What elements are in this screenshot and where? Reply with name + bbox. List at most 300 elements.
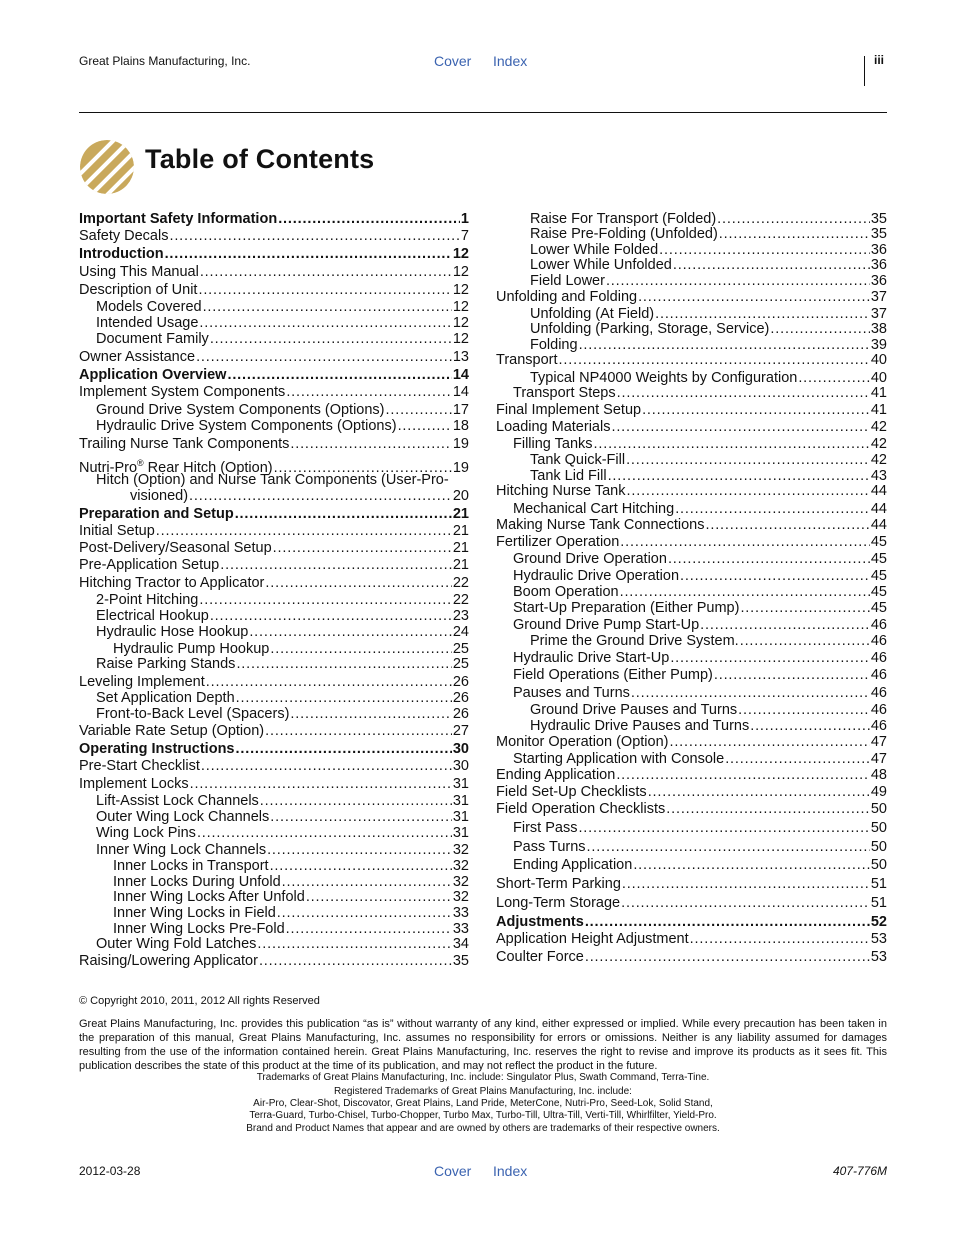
toc-entry-title: Field Lower [530, 273, 605, 289]
toc-entry-page: 12 [452, 282, 469, 298]
toc-entry-title: Monitor Operation (Option) [496, 734, 669, 750]
toc-leader-dots [594, 436, 870, 452]
toc-entry-title: First Pass [513, 820, 578, 836]
index-link-bottom[interactable]: Index [493, 1163, 528, 1179]
toc-entry[interactable] [513, 820, 887, 836]
trademarks-line-3: Air-Pro, Clear-Shot, Discovator, Great Plains, Land Pride, MeterCone, Nutri-Pro, Seed-Lok, Solid Stand, [253, 1098, 713, 1109]
toc-entry[interactable] [79, 211, 469, 227]
toc-entry-page: 42 [870, 419, 887, 435]
toc-entry[interactable] [79, 349, 469, 365]
toc-leader-dots [622, 876, 870, 892]
toc-entry[interactable] [530, 702, 887, 718]
toc-entry[interactable] [513, 436, 887, 452]
toc-leader-dots [398, 418, 452, 434]
toc-entry-title: Pass Turns [513, 839, 586, 855]
toc-entry[interactable] [96, 608, 469, 624]
toc-entry-page: 53 [870, 931, 887, 947]
toc-entry[interactable] [496, 949, 887, 965]
toc-entry-page: 12 [452, 315, 469, 331]
toc-entry-page: 50 [870, 820, 887, 836]
toc-entry-title: Lift-Assist Lock Channels [96, 793, 259, 809]
index-link-top[interactable]: Index [493, 53, 528, 69]
company-name: Great Plains Manufacturing, Inc. [79, 54, 251, 68]
toc-entry-page: 26 [452, 706, 469, 722]
toc-entry[interactable] [496, 801, 887, 817]
toc-leader-dots [666, 801, 870, 817]
toc-leader-dots [277, 905, 452, 921]
toc-leader-dots [210, 608, 452, 624]
toc-entry[interactable] [79, 282, 469, 298]
toc-entry-page: 18 [452, 418, 469, 434]
toc-entry[interactable] [96, 592, 469, 608]
toc-entry-title: Hydraulic Pump Hookup [113, 641, 270, 657]
toc-entry-title: Electrical Hookup [96, 608, 209, 624]
toc-entry-page: 40 [870, 352, 887, 368]
toc-leader-dots [286, 384, 452, 400]
toc-entry-title: Outer Wing Fold Latches [96, 936, 257, 952]
toc-leader-dots [714, 667, 870, 683]
toc-leader-dots [750, 718, 870, 734]
toc-entry-title: Short-Term Parking [496, 876, 621, 892]
toc-entry-title: Initial Setup [79, 523, 155, 539]
toc-leader-dots [585, 949, 870, 965]
toc-entry-title: Raise For Transport (Folded) [530, 211, 717, 227]
toc-entry[interactable] [96, 418, 469, 434]
toc-entry[interactable] [530, 273, 887, 289]
toc-entry-title: Intended Usage [96, 315, 199, 331]
toc-entry-page: 32 [452, 874, 469, 890]
toc-entry-page: 46 [870, 633, 887, 649]
toc-entry[interactable] [496, 419, 887, 435]
toc-leader-dots [620, 584, 870, 600]
toc-entry[interactable] [513, 617, 887, 633]
toc-leader-dots [290, 436, 452, 452]
toc-entry[interactable] [496, 895, 887, 911]
toc-leader-dots [626, 452, 870, 468]
toc-entry-page: 41 [870, 402, 887, 418]
toc-entry-title: Ground Drive System Components (Options) [96, 402, 385, 418]
toc-leader-dots [203, 299, 452, 315]
toc-entry[interactable] [130, 488, 469, 504]
toc-entry-title: Important Safety Information [79, 211, 278, 227]
toc-entry-page: 34 [452, 936, 469, 952]
toc-entry-title: Filling Tanks [513, 436, 593, 452]
trademarks-line-4: Terra-Guard, Turbo-Chisel, Turbo-Chopper, Turbo Max, Turbo-Till, Ultra-Till, Verti-Till, Whirlfilter, Yield-Pro. [249, 1110, 717, 1121]
toc-entry-page: 30 [452, 758, 469, 774]
toc-entry-page: 50 [870, 801, 887, 817]
toc-entry[interactable] [530, 242, 887, 258]
toc-entry-page: 46 [870, 685, 887, 701]
toc-entry[interactable] [96, 472, 469, 488]
toc-entry-title: Set Application Depth [96, 690, 235, 706]
toc-entry-page: 45 [870, 600, 887, 616]
toc-entry[interactable] [530, 452, 887, 468]
toc-leader-dots [642, 402, 870, 418]
toc-leader-dots [290, 706, 451, 722]
toc-entry-title: Ground Drive Pauses and Turns [530, 702, 738, 718]
toc-entry-page: 35 [870, 226, 887, 242]
toc-entry-page: 46 [870, 702, 887, 718]
toc-entry[interactable] [96, 315, 469, 331]
toc-entry[interactable] [79, 723, 469, 739]
toc-leader-dots [270, 858, 452, 874]
toc-entry-title: Transport Steps [513, 385, 616, 401]
toc-entry[interactable] [113, 858, 469, 874]
toc-entry-page: 25 [452, 641, 469, 657]
toc-entry[interactable] [79, 506, 469, 522]
toc-leader-dots [257, 936, 451, 952]
toc-entry[interactable] [513, 839, 887, 855]
toc-leader-dots [798, 370, 870, 386]
toc-entry[interactable] [496, 931, 887, 947]
toc-leader-dots [273, 540, 452, 556]
toc-entry[interactable] [96, 690, 469, 706]
document-number: 407-776M [832, 1164, 887, 1178]
cover-link-bottom[interactable]: Cover [434, 1163, 472, 1179]
toc-entry[interactable] [530, 370, 887, 386]
toc-entry-page: 51 [870, 876, 887, 892]
toc-entry-title: Transport [496, 352, 558, 368]
great-plains-logo-icon [79, 139, 135, 195]
toc-leader-dots [579, 337, 870, 353]
toc-entry-page: 47 [870, 734, 887, 750]
toc-entry[interactable] [496, 402, 887, 418]
toc-entry[interactable] [496, 517, 887, 533]
toc-leader-dots [617, 385, 870, 401]
toc-entry-page: 45 [870, 534, 887, 550]
toc-entry-page: 31 [452, 776, 469, 792]
toc-entry[interactable] [513, 584, 887, 600]
toc-entry[interactable] [530, 468, 887, 484]
toc-entry-page: 12 [452, 246, 469, 262]
toc-entry-title: Inner Wing Locks in Field [113, 905, 276, 921]
toc-leader-dots [608, 468, 870, 484]
toc-entry[interactable] [496, 876, 887, 892]
toc-entry[interactable] [113, 905, 469, 921]
toc-entry-title: Application Overview [79, 367, 227, 383]
toc-entry[interactable] [496, 784, 887, 800]
toc-entry[interactable] [530, 321, 887, 337]
toc-leader-dots [260, 793, 452, 809]
toc-entry[interactable] [79, 758, 469, 774]
toc-leader-dots [606, 273, 870, 289]
toc-entry-page: 26 [452, 690, 469, 706]
toc-leader-dots [265, 723, 452, 739]
toc-entry-page: 45 [870, 568, 887, 584]
toc-entry[interactable] [496, 734, 887, 750]
toc-entry-page: 12 [452, 299, 469, 315]
toc-entry[interactable] [96, 624, 469, 640]
toc-leader-dots [627, 483, 870, 499]
toc-entry[interactable] [79, 540, 469, 556]
toc-entry[interactable] [513, 685, 887, 701]
toc-entry-page: 31 [452, 825, 469, 841]
toc-entry[interactable] [79, 575, 469, 591]
toc-entry[interactable] [513, 857, 887, 873]
toc-entry-page: 32 [452, 842, 469, 858]
toc-entry-page: 21 [452, 506, 469, 522]
toc-entry-title: Hydraulic Drive Start-Up [513, 650, 670, 666]
toc-entry-page: 51 [870, 895, 887, 911]
toc-entry-page: 46 [870, 617, 887, 633]
toc-entry[interactable] [79, 557, 469, 573]
registered-mark: ® [137, 458, 144, 468]
toc-entry-title: Pre-Application Setup [79, 557, 220, 573]
toc-entry[interactable] [79, 523, 469, 539]
toc-leader-dots [189, 488, 452, 504]
toc-entry-page: 40 [870, 370, 887, 386]
toc-entry-title: Variable Rate Setup (Option) [79, 723, 265, 739]
toc-entry-title: Raise Parking Stands [96, 656, 236, 672]
toc-entry-title: Document Family [96, 331, 209, 347]
toc-entry-title: Implement Locks [79, 776, 189, 792]
toc-leader-dots [585, 914, 870, 930]
toc-entry-title: Hitching Nurse Tank [496, 483, 626, 499]
toc-entry-page: 37 [870, 289, 887, 305]
toc-entry[interactable] [79, 367, 469, 383]
toc-entry-title: Adjustments [496, 914, 584, 930]
toc-entry-title: Owner Assistance [79, 349, 196, 365]
toc-entry-title: Hydraulic Drive System Components (Options) [96, 418, 397, 434]
toc-leader-dots [621, 895, 870, 911]
toc-leader-dots [700, 617, 870, 633]
toc-entry-page: 23 [452, 608, 469, 624]
toc-entry-page: 14 [452, 367, 469, 383]
toc-entry[interactable] [496, 483, 887, 499]
toc-entry[interactable] [113, 874, 469, 890]
toc-leader-dots [638, 289, 870, 305]
toc-entry-page: 1 [460, 211, 469, 227]
toc-entry-title: Lower While Folded [530, 242, 659, 258]
toc-leader-dots [265, 575, 451, 591]
toc-leader-dots [156, 523, 452, 539]
toc-entry-title: Hydraulic Drive Pauses and Turns [530, 718, 750, 734]
toc-entry[interactable] [79, 741, 469, 757]
toc-entry-title: Wing Lock Pins [96, 825, 196, 841]
copyright-symbol: © [79, 995, 88, 1007]
toc-entry-title: Front-to-Back Level (Spacers) [96, 706, 290, 722]
toc-entry-title: Inner Wing Locks After Unfold [113, 889, 305, 905]
toc-leader-dots [165, 246, 452, 262]
toc-leader-dots [278, 211, 460, 227]
toc-entry[interactable] [513, 667, 887, 683]
toc-entry-page: 50 [870, 857, 887, 873]
toc-entry[interactable] [96, 402, 469, 418]
toc-entry-title: Ground Drive Operation [513, 551, 667, 567]
toc-leader-dots [249, 624, 452, 640]
toc-leader-dots [201, 758, 452, 774]
toc-entry-title: Hydraulic Drive Operation [513, 568, 680, 584]
toc-leader-dots [690, 931, 870, 947]
toc-entry[interactable] [96, 842, 469, 858]
toc-entry[interactable] [530, 257, 887, 273]
toc-entry[interactable] [513, 600, 887, 616]
toc-entry-title: Final Implement Setup [496, 402, 642, 418]
toc-entry[interactable] [513, 751, 887, 767]
toc-entry[interactable] [496, 534, 887, 550]
toc-entry[interactable] [96, 331, 469, 347]
toc-entry[interactable] [79, 674, 469, 690]
toc-entry-page: 21 [452, 523, 469, 539]
toc-entry-title: Application Height Adjustment [496, 931, 689, 947]
toc-entry-title: Outer Wing Lock Channels [96, 809, 270, 825]
toc-leader-dots [675, 501, 870, 517]
toc-leader-dots [199, 315, 451, 331]
toc-leader-dots [740, 633, 870, 649]
toc-entry-page: 14 [452, 384, 469, 400]
toc-entry[interactable] [79, 246, 469, 262]
toc-leader-dots [190, 776, 452, 792]
toc-entry-title: Leveling Implement [79, 674, 205, 690]
toc-entry[interactable] [513, 551, 887, 567]
header-rule [79, 112, 887, 113]
toc-entry-title: Mechanical Cart Hitching [513, 501, 675, 517]
toc-entry[interactable] [513, 568, 887, 584]
toc-entry[interactable] [79, 436, 469, 452]
toc-entry-title: Start-Up Preparation (Either Pump) [513, 600, 740, 616]
toc-entry-title: Implement System Components [79, 384, 286, 400]
header-divider [864, 56, 865, 86]
toc-entry[interactable] [530, 633, 887, 649]
toc-entry-title: Tank Quick-Fill [530, 452, 626, 468]
toc-entry[interactable] [513, 501, 887, 517]
toc-entry-page: 22 [452, 592, 469, 608]
toc-entry-title: Unfolding and Folding [496, 289, 638, 305]
toc-leader-dots [633, 857, 870, 873]
toc-entry[interactable] [96, 299, 469, 315]
toc-entry[interactable] [113, 921, 469, 937]
toc-entry[interactable] [496, 914, 887, 930]
toc-entry-page: 33 [452, 921, 469, 937]
toc-entry-title: Post-Delivery/Seasonal Setup [79, 540, 272, 556]
toc-entry-page: 31 [452, 793, 469, 809]
toc-entry[interactable] [96, 793, 469, 809]
toc-entry-title: Safety Decals [79, 228, 169, 244]
toc-leader-dots [673, 257, 870, 273]
toc-entry-page: 38 [870, 321, 887, 337]
toc-entry[interactable] [79, 776, 469, 792]
toc-entry[interactable] [513, 650, 887, 666]
toc-leader-dots [236, 656, 451, 672]
toc-entry-title: Field Set-Up Checklists [496, 784, 647, 800]
toc-leader-dots [169, 228, 459, 244]
toc-entry[interactable] [530, 306, 887, 322]
toc-entry-page: 22 [452, 575, 469, 591]
toc-entry-title: Pauses and Turns [513, 685, 630, 701]
toc-entry[interactable] [530, 211, 887, 227]
toc-entry-page: 43 [870, 468, 887, 484]
toc-entry[interactable] [113, 889, 469, 905]
toc-leader-dots [670, 650, 870, 666]
toc-entry[interactable] [79, 953, 469, 969]
toc-entry-title: Unfolding (Parking, Storage, Service) [530, 321, 770, 337]
page-title: Table of Contents [145, 144, 375, 174]
toc-leader-dots [717, 211, 870, 227]
toc-entry[interactable] [79, 384, 469, 400]
toc-entry[interactable] [530, 718, 887, 734]
toc-entry-page: 48 [870, 767, 887, 783]
toc-entry-page: 13 [452, 349, 469, 365]
toc-leader-dots [705, 517, 869, 533]
toc-entry[interactable] [96, 656, 469, 672]
toc-entry-page: 39 [870, 337, 887, 353]
toc-leader-dots [306, 889, 452, 905]
toc-leader-dots [286, 921, 452, 937]
toc-entry[interactable] [496, 767, 887, 783]
toc-entry-title: Hitching Tractor to Applicator [79, 575, 265, 591]
toc-entry-title: Field Operation Checklists [496, 801, 666, 817]
toc-entry[interactable] [96, 706, 469, 722]
toc-entry-page: 21 [452, 540, 469, 556]
toc-leader-dots [719, 226, 870, 242]
toc-entry-page: 41 [870, 385, 887, 401]
toc-leader-dots [611, 419, 869, 435]
toc-entry-page: 20 [452, 488, 469, 504]
toc-leader-dots [220, 557, 452, 573]
toc-leader-dots [648, 784, 870, 800]
toc-entry-page: 46 [870, 718, 887, 734]
disclaimer-text: Great Plains Manufacturing, Inc. provides this publication “as is” without warranty of any kind, either expressed or implied. While every precaution has been taken in the preparation of this manual, Great Plains Manufacturing, Inc. assumes no responsibility for errors or omissions. Neither is any liability assumed for damages resulting from the use of the information contained herein. Great Plains Manufacturing, Inc. reserves the right to revise and improve its products as it sees fit. This publication describes the state of this product at the time of its publication, and may not reflect the product in the future. [79, 1018, 887, 1072]
toc-entry-page: 26 [452, 674, 469, 690]
toc-entry[interactable] [96, 936, 469, 952]
toc-entry-page: 19 [452, 459, 469, 476]
toc-entry[interactable] [96, 809, 469, 825]
toc-entry-title: Description of Unit [79, 282, 198, 298]
cover-link-top[interactable]: Cover [434, 53, 472, 69]
publication-date: 2012-03-28 [79, 1164, 141, 1178]
toc-entry-title: Raise Pre-Folding (Unfolded) [530, 226, 718, 242]
toc-leader-dots [668, 551, 870, 567]
toc-entry[interactable] [79, 264, 469, 280]
toc-entry[interactable] [113, 641, 469, 657]
toc-entry-title: Models Covered [96, 299, 202, 315]
toc-entry-page: 7 [460, 228, 469, 244]
toc-leader-dots [680, 568, 870, 584]
toc-entry[interactable] [530, 226, 887, 242]
toc-leader-dots [236, 741, 452, 757]
toc-entry-title: Unfolding (At Field) [530, 306, 655, 322]
toc-entry[interactable] [530, 337, 887, 353]
toc-entry-page: 25 [452, 656, 469, 672]
toc-entry-title: Inner Locks in Transport [113, 858, 269, 874]
toc-entry-page: 32 [452, 889, 469, 905]
toc-entry-page: 31 [452, 809, 469, 825]
toc-entry-title: Inner Wing Lock Channels [96, 842, 267, 858]
toc-entry[interactable] [79, 228, 469, 244]
toc-entry[interactable] [496, 352, 887, 368]
toc-entry-title: Tank Lid Fill [530, 468, 607, 484]
toc-entry-page: 24 [452, 624, 469, 640]
toc-leader-dots [267, 842, 452, 858]
toc-entry-title: Boom Operation [513, 584, 619, 600]
toc-leader-dots [578, 820, 869, 836]
trademarks-line-5: Brand and Product Names that appear and are owned by others are trademarks of their respective owners. [246, 1123, 720, 1134]
toc-entry-page: 44 [870, 501, 887, 517]
toc-leader-dots [631, 685, 870, 701]
toc-entry-title: Making Nurse Tank Connections [496, 517, 705, 533]
toc-entry-page: 37 [870, 306, 887, 322]
toc-entry-title: Prime the Ground Drive System. [530, 633, 739, 649]
toc-entry-page: 46 [870, 667, 887, 683]
toc-entry-page: 30 [452, 741, 469, 757]
toc-entry[interactable] [96, 825, 469, 841]
toc-entry[interactable] [513, 385, 887, 401]
toc-leader-dots [725, 751, 870, 767]
toc-leader-dots [227, 367, 451, 383]
toc-entry-page: 35 [870, 211, 887, 227]
toc-entry[interactable] [496, 289, 887, 305]
toc-entry-page: 47 [870, 751, 887, 767]
